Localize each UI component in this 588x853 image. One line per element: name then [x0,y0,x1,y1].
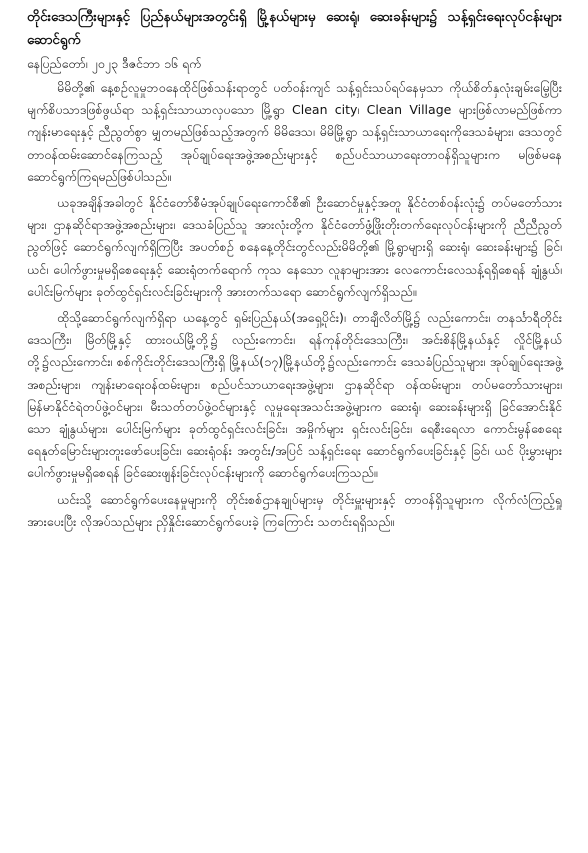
article-paragraph-3: ထိုသို့ဆောင်ရွက်လျက်ရှိရာ ယနေ့တွင် ရှမ်းပြည်နယ်(အရှေ့ပိုင်း)၊ တာချီလိတ်မြို့၌ လည်းကောင်း၊ တနင်္သာရီတိုင်းဒေသကြီး၊ မြိတ်မြို့နှင့် ထားဝယ်မြို့တို့၌ လည်းကောင်း၊ ရန်ကုန်တိုင်းဒေသကြီး၊ အင်းစိန်မြို့နယ်နှင့် လှိုင်မြို့နယ်တို့၌လည်းကောင်း၊ စစ်ကိုင်းတိုင်းဒေသကြီးရှိ မြို့နယ်(၁၇)မြို့နယ်တို့၌လည်းကောင်း ဒေသခံပြည်သူများ၊ အုပ်ချုပ်ရေးအဖွဲ့အစည်းများ၊ ကျန်းမာရေးဝန်ထမ်းများ၊ စည်ပင်သာယာရေးအဖွဲ့များ၊ ဌာနဆိုင်ရာ ဝန်ထမ်းများ၊ တပ်မတော်သားများ၊ မြန်မာနိုင်ငံရဲတပ်ဖွဲ့ဝင်များ၊ မီးသတ်တပ်ဖွဲ့ဝင်များနှင့် လူမှုရေးအသင်းအဖွဲ့များက ဆေးရုံ၊ ဆေးခန်းများရှိ ခြင်အောင်းနိုင်သော ချုံနွယ်များ၊ ပေါင်းမြက်များ ခုတ်ထွင်ရှင်းလင်းခြင်း၊ အမှိုက်များ ရှင်းလင်းခြင်း၊ ရေစီးရေလာ ကောင်းမွန်စေရေး ရေနုတ်မြောင်းများတူးဖော်ပေးခြင်း၊ ဆေးရုံဝန်း အတွင်း/အပြင် သန့်ရှင်းရေး ဆောင်ရွက်ပေးခြင်းနှင့် ခြင်၊ ယင် ပိုးမွှားများ ပေါက်ဖွားမှုမရှိစေရန် ခြင်ဆေးဖျန်းခြင်းလုပ်ငန်းများကို ဆောင်ရွက်ပေးကြသည်။ [27,310,562,481]
article-paragraph-1: မိမိတို့၏ နေ့စဉ်လူမှုဘဝနေထိုင်ဖြစ်သန်းရာတွင် ပတ်ဝန်းကျင် သန့်ရှင်းသပ်ရပ်နေမှသာ ကိုယ်စိတ်နှလုံးချမ်းမြေ့ပြီးမျက်စိပသာဒဖြစ်ဖွယ်ရာ သန့်ရှင်းသာယာလှပသော မြို့ရွာ Clean city၊ Clean Village များဖြစ်လာမည်ဖြစ်ကာ ကျန်းမာရေးနှင့် ညီညွတ်စွာ မျှတမည်ဖြစ်သည့်အတွက် မိမိဒေသ၊ မိမိမြို့ရွာ သန့်ရှင်းသာယာရေးကိုဒေသခံများ၊ ဒေသတွင် တာဝန်ထမ်းဆောင်နေကြသည့် အုပ်ချုပ်ရေးအဖွဲ့အစည်းများနှင့် စည်ပင်သာယာရေးတာဝန်ရှိသူများက မဖြစ်မနေဆောင်ရွက်ကြရမည်ဖြစ်ပါသည်။ [27,80,562,184]
article-dateline: နေပြည်တော်၊ ၂၀၂၃ ဒီဇင်ဘာ ၁၆ ရက် [27,56,202,71]
article-paragraph-4: ယင်းသို့ ဆောင်ရွက်ပေးနေမှုများကို တိုင်းစစ်ဌာနချုပ်များမှ တိုင်းမှူးများနှင့် တာဝန်ရှိသူများက လိုက်လံကြည့်ရှုအားပေးပြီး လိုအပ်သည်များ ညှိနှိုင်းဆောင်ရွက်ပေးခဲ့ ကြကြောင်း သတင်းရရှိသည်။ [27,491,562,529]
article-paragraph-2: ယခုအချိန်အခါတွင် နိုင်ငံတော်စီမံအုပ်ချုပ်ရေးကောင်စီ၏ ဦးဆောင်မှုနှင့်အတူ နိုင်ငံတစ်ဝန်းလုံး၌ တပ်မတော်သားများ၊ ဌာနဆိုင်ရာအဖွဲ့အစည်းများ၊ ဒေသခံပြည်သူ အားလုံးတို့က နိုင်ငံတော်ဖွံ့ဖြိုးတိုးတက်ရေးလုပ်ငန်းများကို ညီညီညွတ်ညွတ်ဖြင့် ဆောင်ရွက်လျက်ရှိကြပြီး အပတ်စဉ် စနေနေ့တိုင်းတွင်လည်းမိမိတို့၏ မြို့ရွာများရှိ ဆေးရုံ၊ ဆေးခန်းများ၌ ခြင်၊ ယင်၊ ပေါက်ဖွားမှုမရှိစေရေးနှင့် ဆေးရုံတက်ရောက် ကုသ နေသော လူနာများအား လေကောင်းလေသန့်ရရှိစေရန် ချုံနွယ်၊ ပေါင်းမြက်များ ခုတ်ထွင်ရှင်းလင်းခြင်းများကို အားတက်သရော ဆောင်ရွက်လျက်ရှိသည်။ [27,195,562,299]
article-headline: တိုင်းဒေသကြီးများနှင့် ပြည်နယ်များအတွင်းရှိ မြို့နယ်များမှ ဆေးရုံ၊ ဆေးခန်းများ၌ သန့်ရှင်းရေးလုပ်ငန်းများ ဆောင်ရွက် [27,9,562,48]
